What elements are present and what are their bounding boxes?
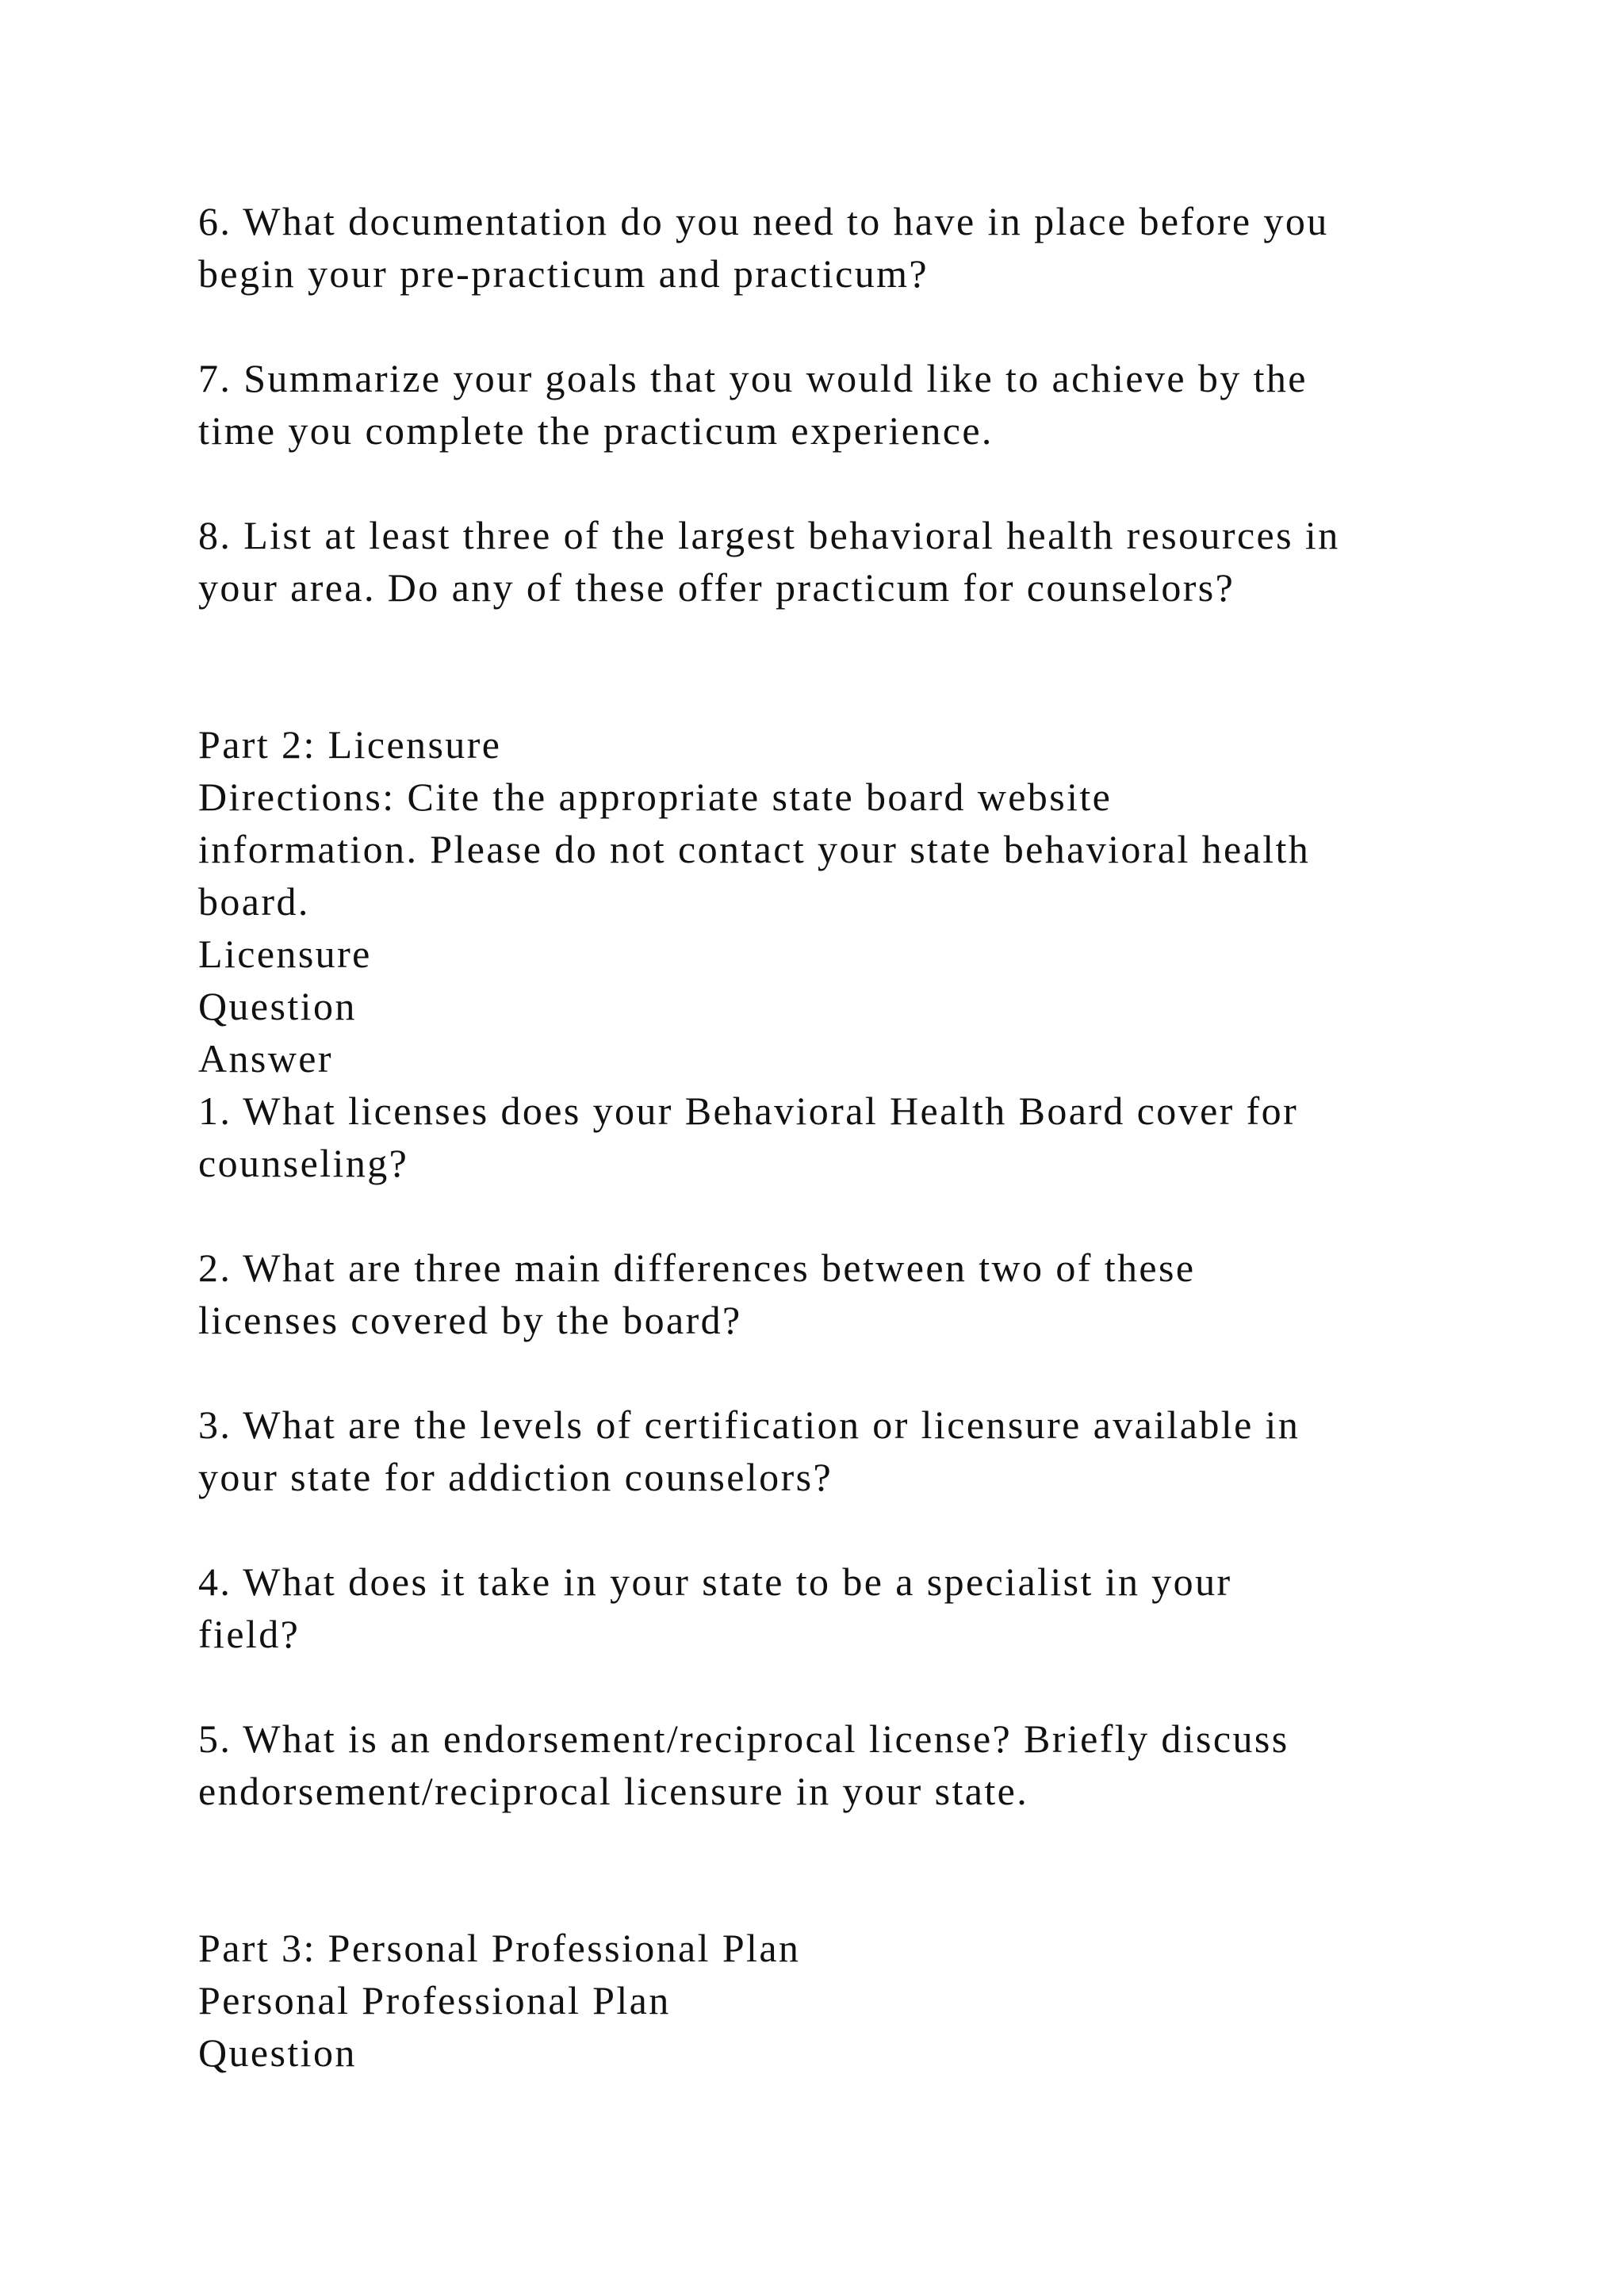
licensure-question-2-line-2: licenses covered by the board? — [198, 1298, 742, 1342]
directions-line-1: Directions: Cite the appropriate state board website — [198, 775, 1113, 819]
question-7-line-2: time you complete the practicum experience. — [198, 408, 994, 453]
question-7 — [198, 352, 1467, 457]
question-8-line-2: your area. Do any of these offer practicum for counselors? — [198, 565, 1235, 610]
licensure-question-1-line-2: counseling? — [198, 1141, 409, 1185]
spacer — [198, 1189, 1467, 1242]
licensure-question-1-line-1: 1. What licenses does your Behavioral Health Board cover for — [198, 1089, 1299, 1133]
licensure-question-3-line-2: your state for addiction counselors? — [198, 1455, 833, 1499]
licensure-question-3 — [198, 1399, 1467, 1503]
licensure-question-3-line-1: 3. What are the levels of certification or licensure available in — [198, 1402, 1300, 1447]
spacer — [198, 1346, 1467, 1399]
question-7-line-1: 7. Summarize your goals that you would like to achieve by the — [198, 356, 1308, 400]
question-column-header: Question — [198, 984, 357, 1028]
answer-column-header: Answer — [198, 1036, 333, 1081]
spacer — [198, 614, 1467, 718]
spacer — [198, 1660, 1467, 1712]
licensure-question-5-line-2: endorsement/reciprocal licensure in your state. — [198, 1769, 1029, 1813]
licensure-question-5 — [198, 1712, 1467, 1817]
part-3-section — [198, 1922, 1467, 2079]
spacer — [198, 300, 1467, 352]
spacer — [198, 457, 1467, 509]
directions-line-3: board. — [198, 879, 310, 924]
spacer — [198, 1503, 1467, 1556]
question-6 — [198, 195, 1467, 300]
part-2-section — [198, 718, 1467, 1817]
licensure-question-4-line-2: field? — [198, 1612, 301, 1656]
licensure-table-title: Licensure — [198, 932, 372, 976]
directions-line-2: information. Please do not contact your state behavioral health — [198, 827, 1311, 871]
document-body — [198, 195, 1467, 2079]
part-3-heading: Part 3: Personal Professional Plan — [198, 1926, 801, 1970]
licensure-question-2-line-1: 2. What are three main differences between two of these — [198, 1246, 1196, 1290]
licensure-question-2 — [198, 1242, 1467, 1346]
spacer — [198, 1817, 1467, 1922]
licensure-question-4 — [198, 1556, 1467, 1660]
licensure-question-1 — [198, 1085, 1467, 1189]
licensure-question-4-line-1: 4. What does it take in your state to be a specialist in your — [198, 1559, 1232, 1604]
question-8 — [198, 509, 1467, 614]
licensure-question-5-line-1: 5. What is an endorsement/reciprocal license? Briefly discuss — [198, 1716, 1289, 1761]
part-2-heading: Part 2: Licensure — [198, 722, 502, 767]
question-6-line-1: 6. What documentation do you need to have in place before you — [198, 199, 1329, 243]
question-8-line-1: 8. List at least three of the largest behavioral health resources in — [198, 513, 1340, 557]
question-6-line-2: begin your pre-practicum and practicum? — [198, 251, 929, 296]
plan-table-title: Personal Professional Plan — [198, 1978, 671, 2022]
plan-question-column-header: Question — [198, 2030, 357, 2075]
